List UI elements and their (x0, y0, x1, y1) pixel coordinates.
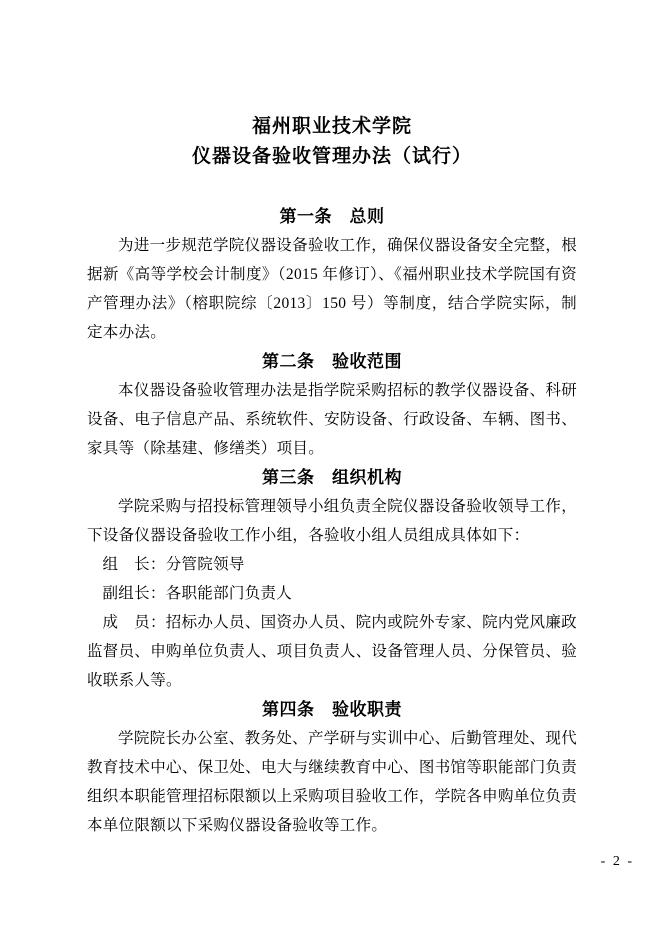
paragraph: 本仪器设备验收管理办法是指学院采购招标的教学仪器设备、科研设备、电子信息产品、系统软件、安防设备、行政设备、车辆、图书、家具等（除基建、修缮类）项目。 (87, 382, 577, 457)
paragraph: 组 长：分管院领导 (102, 556, 245, 573)
doc-title-line-1: 福州职业技术学院 (251, 116, 412, 137)
section-heading: 第二条 验收范围 (262, 352, 402, 371)
paragraph: 学院采购与招投标管理领导小组负责全院仪器设备验收领导工作，下设备仪器设备验收工作小组，各验收小组人员组成具体如下： (87, 498, 577, 544)
doc-title-line-2: 仪器设备验收管理办法（试行） (191, 146, 472, 167)
doc-sections (87, 202, 577, 840)
document-content (87, 112, 577, 840)
section-heading: 第三条 组织机构 (262, 468, 402, 487)
page-number: - 2 - (600, 854, 634, 869)
section-heading: 第一条 总则 (279, 207, 385, 226)
paragraph: 成 员：招标办人员、国资办人员、院内或院外专家、院内党风廉政监督员、申购单位负责人、项目负责人、设备管理人员、分保管员、验收联系人等。 (87, 614, 577, 689)
paragraph: 为进一步规范学院仪器设备验收工作，确保仪器设备安全完整，根据新《高等学校会计制度》（2015 年修订）、《福州职业技术学院国有资产管理办法》（榕职院综〔2013〕150 号）等制度，结合学院实际，制定本办法。 (87, 237, 577, 341)
title-spacer (87, 172, 577, 202)
paragraph: 学院院长办公室、教务处、产学研与实训中心、后勤管理处、现代教育技术中心、保卫处、电大与继续教育中心、图书馆等职能部门负责组织本职能管理招标限额以上采购项目验收工作，学院各申购单位负责本单位限额以下采购仪器设备验收等工作。 (87, 730, 577, 834)
paragraph: 副组长：各职能部门负责人 (102, 585, 293, 602)
section-heading: 第四条 验收职责 (262, 700, 402, 719)
